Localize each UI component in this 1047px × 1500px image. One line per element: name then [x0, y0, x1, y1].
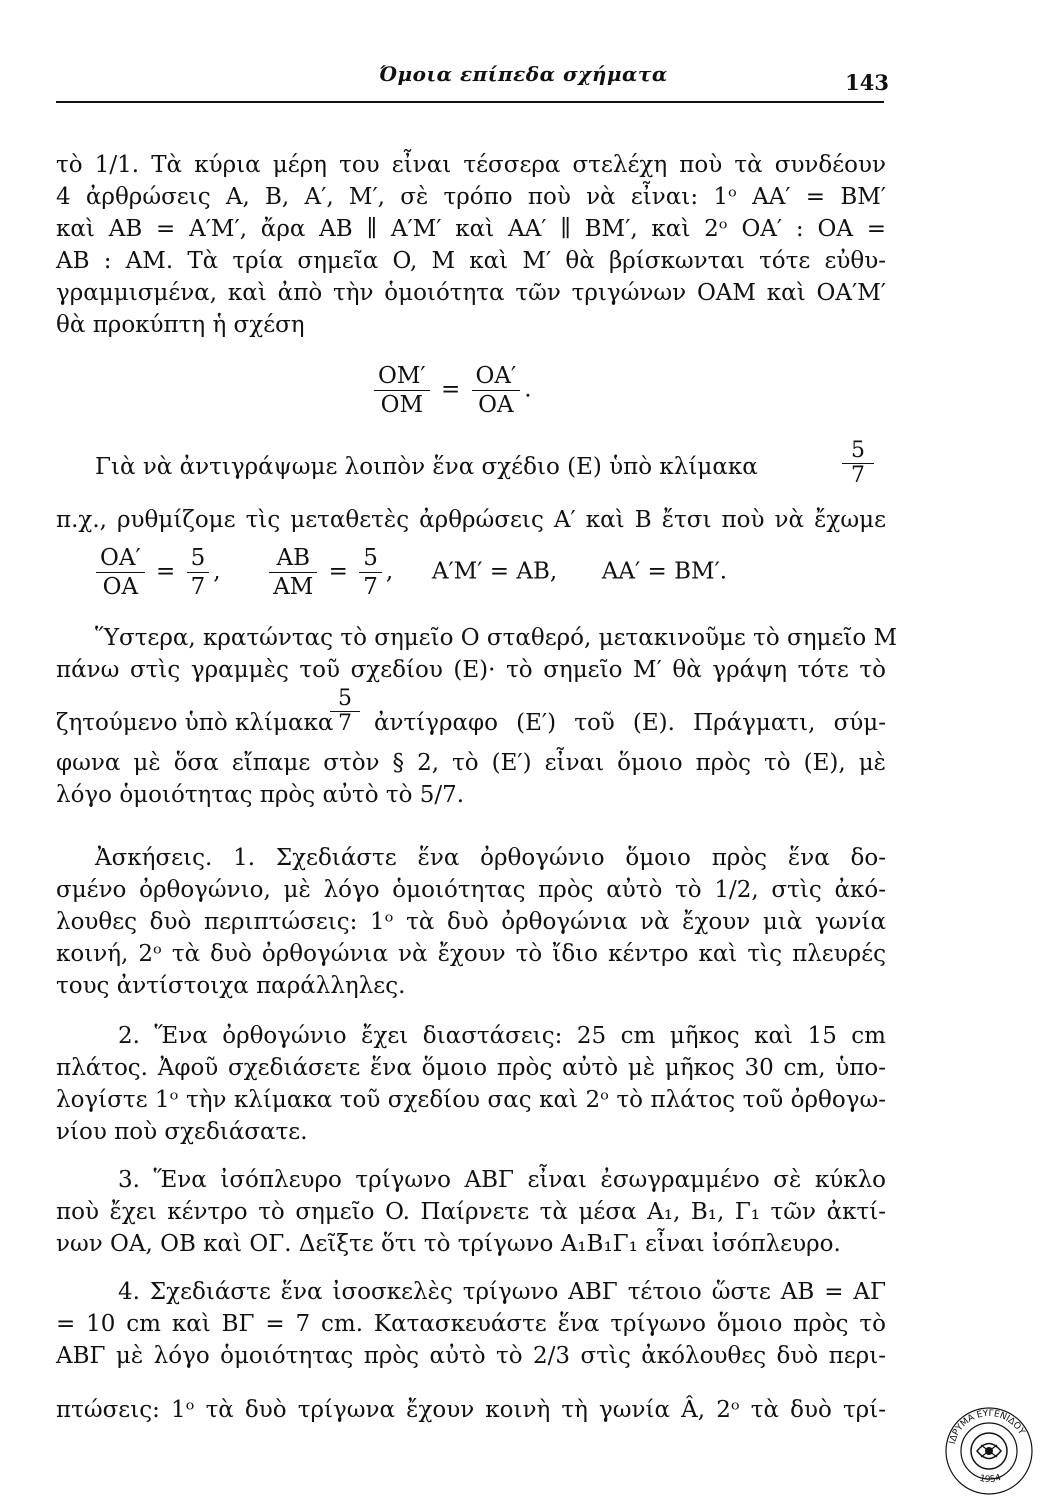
running-header-title: Όμοια επίπεδα σχήματα — [379, 62, 668, 86]
scale-fraction: 5 7 — [330, 688, 360, 735]
exercise-1-line: λουθες δυὸ περιπτώσεις: 1ᵒ τὰ δυὸ ὀρθογώνια νὰ ἔχουν μιὰ γωνία — [56, 909, 886, 935]
exercise-1-line: Ἀσκήσεις. 1. Σχεδιάστε ἕνα ὀρθογώνιο ὅμοιο πρὸς ἕνα δο- — [95, 845, 886, 871]
exercise-4-line: 4. Σχεδιάστε ἕνα ἰσοσκελὲς τρίγωνο ABΓ τέτοιο ὥστε AB = AΓ — [118, 1279, 886, 1305]
text-line: ζητούμενο ὑπὸ κλίμακα — [56, 710, 334, 736]
text-line: λόγο ὁμοιότητας πρὸς αὐτὸ τὸ 5/7. — [56, 782, 465, 808]
exercise-1-line: σμένο ὀρθογώνιο, μὲ λόγο ὁμοιότητας πρὸς αὐτὸ τὸ 1/2, στὶς ἀκό- — [56, 877, 886, 903]
exercise-2-line: λογίστε 1ᵒ τὴν κλίμακα τοῦ σχεδίου σας καὶ 2ᵒ τὸ πλάτος τοῦ ὀρθογω- — [56, 1087, 886, 1113]
text-line: AB : AM. Τὰ τρία σημεῖα O, M καὶ M′ θὰ βρίσκωνται τότε εὐθυ- — [56, 248, 886, 274]
text-line: Γιὰ νὰ ἀντιγράψωμε λοιπὸν ἕνα σχέδιο (E) ὑπὸ κλίμακα — [95, 454, 758, 480]
exercise-1-line: κοινή, 2ᵒ τὰ δυὸ ὀρθογώνια νὰ ἔχουν τὸ ἴδιο κέντρο καὶ τὶς πλευρές — [56, 941, 886, 967]
exercise-2-line: νίου ποὺ σχεδιάσατε. — [56, 1119, 308, 1145]
fraction: $\frac{5}{7}$ — [187, 544, 210, 601]
text-line: π.χ., ρυθμίζομε τὶς μεταθετὲς ἀρθρώσεις A′ καὶ B ἔτσι ποὺ νὰ ἔχωμε — [56, 507, 886, 533]
exercise-3-line: νων OA, OB καὶ OΓ. Δεῖξτε ὅτι τὸ τρίγωνο A₁B₁Γ₁ εἶναι ἰσόπλευρο. — [56, 1231, 841, 1257]
exercise-4-line: πτώσεις: 1ᵒ τὰ δυὸ τρίγωνα ἔχουν κοινὴ τὴ γωνία Â, 2ᵒ τὰ δυὸ τρί- — [56, 1397, 886, 1423]
foundation-seal-icon — [944, 1406, 1034, 1496]
scale-fraction: 5 7 — [842, 440, 874, 487]
text-line: Ὕστερα, κρατώντας τὸ σημεῖο O σταθερό, μετακινοῦμε τὸ σημεῖο M — [95, 625, 898, 651]
header-rule — [56, 101, 884, 103]
equation-similarity-ratio: $\frac{OM'}{OM}$ = $\frac{OA'}{OA}$ . — [370, 362, 532, 419]
exercise-4-line: = 10 cm καὶ BΓ = 7 cm. Κατασκευάστε ἕνα τρίγωνο ὅμοιο πρὸς τὸ — [56, 1311, 886, 1337]
exercise-2-line: πλάτος. Ἀφοῦ σχεδιάσετε ἕνα ὅμοιο πρὸς αὐτὸ μὲ μῆκος 30 cm, ὑπο- — [56, 1055, 886, 1081]
exercise-2-line: 2. Ἕνα ὀρθογώνιο ἔχει διαστάσεις: 25 cm μῆκος καὶ 15 cm — [118, 1023, 886, 1049]
seal-year: 1954 — [978, 1472, 1003, 1486]
fraction: $\frac{5}{7}$ — [359, 544, 382, 601]
equation-ratios: $\frac{OA'}{OA}$ = $\frac{5}{7}$ , $\frac{AB}{AM}$ = $\frac{5}{7}$ , A′M′ = AB, AA′ = BM′. — [92, 544, 727, 601]
text-line: θὰ προκύπτη ἡ σχέση — [56, 312, 305, 338]
text-line: 4 ἀρθρώσεις A, B, A′, M′, σὲ τρόπο ποὺ νὰ εἶναι: 1ᵒ AA′ = BM′ — [56, 184, 886, 210]
exercise-1-line: τους ἀντίστοιχα παράλληλες. — [56, 973, 406, 999]
fraction: $\frac{OM'}{OM}$ — [374, 362, 430, 419]
fraction: $\frac{OA'}{OA}$ — [96, 544, 145, 601]
text-line: καὶ AB = A′M′, ἄρα AB ∥ A′M′ καὶ AA′ ∥ BM′, καὶ 2ᵒ OA′ : OA = — [56, 216, 886, 242]
text-line: τὸ 1/1. Τὰ κύρια μέρη του εἶναι τέσσερα στελέχη ποὺ τὰ συνδέουν — [56, 152, 886, 178]
exercise-3-line: ποὺ ἔχει κέντρο τὸ σημεῖο O. Παίρνετε τὰ μέσα A₁, B₁, Γ₁ τῶν ἀκτί- — [56, 1199, 886, 1225]
text-line: πάνω στὶς γραμμὲς τοῦ σχεδίου (E)· τὸ σημεῖο M′ θὰ γράψη τότε τὸ — [56, 657, 886, 683]
text-line: φωνα μὲ ὅσα εἴπαμε στὸν § 2, τὸ (E′) εἶναι ὅμοιο πρὸς τὸ (E), μὲ — [56, 750, 886, 776]
fraction: $\frac{OA'}{OA}$ — [472, 362, 521, 419]
fraction: $\frac{AB}{AM}$ — [269, 544, 317, 601]
exercise-4-line: ABΓ μὲ λόγο ὁμοιότητας πρὸς αὐτὸ τὸ 2/3 στὶς ἀκόλουθες δυὸ περι- — [56, 1343, 886, 1369]
seal-text: ΙΔΡΥΜΑ ΕΥΓΕΝΙΔΟΥ — [947, 1408, 1027, 1446]
text-line: γραμμισμένα, καὶ ἀπὸ τὴν ὁμοιότητα τῶν τριγώνων OAM καὶ OA′M′ — [56, 280, 886, 306]
page-number: 143 — [845, 70, 889, 95]
text-line: ἀντίγραφο (E′) τοῦ (E). Πράγματι, σύμ- — [374, 710, 886, 736]
exercise-3-line: 3. Ἕνα ἰσόπλευρο τρίγωνο ABΓ εἶναι ἐσωγραμμένο σὲ κύκλο — [118, 1167, 886, 1193]
